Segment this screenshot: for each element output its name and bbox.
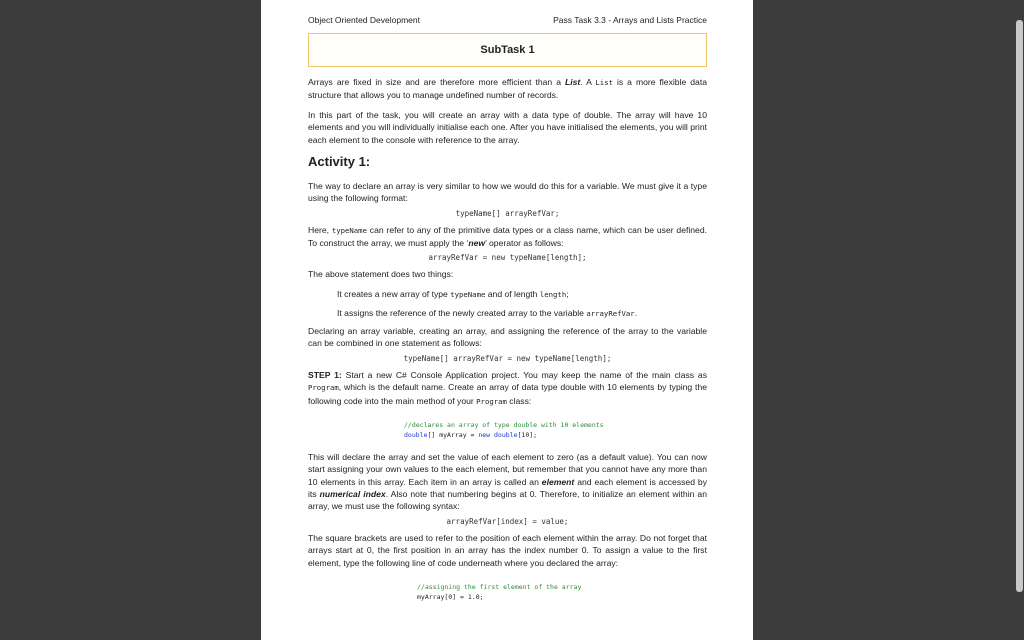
code-syntax-construct: arrayRefVar = new typeName[length]; — [428, 253, 587, 262]
scrollbar-thumb[interactable] — [1016, 20, 1023, 592]
code-block-assign-element: //assigning the first element of the array myArray[0] = 1.0; — [417, 583, 582, 601]
code-block-declare-array: //declares an array of type double with 10 elements double[] myArray = new double[10]; — [404, 421, 604, 439]
activity-paragraph-3: The above statement does two things: — [308, 269, 454, 279]
subtask-title: SubTask 1 — [480, 44, 535, 56]
intro-paragraph-2: In this part of the task, you will create an array with a data type of double. The array will have 10 elements and you will individually initialise each one. After you have initialised the elements, you will print each element to the console with reference to the array. — [308, 110, 707, 145]
intro-paragraph-1: Arrays are fixed in size and are therefore more efficient than a List. A List is a more flexible data structure that allows you to manage undefined number of records. — [308, 77, 707, 101]
code-syntax-index-assign: arrayRefVar[index] = value; — [446, 517, 569, 526]
activity-paragraph-2: Here, typeName can refer to any of the primitive data types or a class name, which can be user defined. To construct the array, we must apply the ‘new’ operator as follows: — [308, 225, 708, 249]
document-page — [261, 0, 753, 640]
activity-paragraph-6: The square brackets are used to refer to the position of each element within the array. Do not forget that arrays start at 0, the first position in an array has the index number 0. To assign a value to the first element, type the following line of code underneath where you declared the array: — [308, 533, 707, 568]
subtask-box — [308, 33, 707, 67]
step-1-paragraph: STEP 1: Start a new C# Console Application project. You may keep the name of the main class as Program, which is the default name. Create an array of data type double with 10 elements by typing the following code into the main method of your Program class: — [308, 370, 707, 406]
code-syntax-combined: typeName[] arrayRefVar = new typeName[length]; — [403, 354, 612, 363]
statement-effect-1: It creates a new array of type typeName and of length length; — [337, 289, 569, 299]
activity-heading: Activity 1: — [308, 154, 371, 169]
header-course-title: Object Oriented Development — [308, 15, 420, 25]
statement-effect-2: It assigns the reference of the newly created array to the variable arrayRefVar. — [337, 308, 638, 318]
activity-paragraph-1: The way to declare an array is very similar to how we would do this for a variable. We must give it a type using the following format: — [308, 181, 707, 204]
activity-paragraph-4: Declaring an array variable, creating an array, and assigning the reference of the array to the variable can be combined in one statement as follows: — [308, 326, 707, 349]
activity-paragraph-5: This will declare the array and set the value of each element to zero (as a default value). You can now start assigning your own values to the each element, but remember that you cannot have any more than 10 elements in this array. Each item in an array is called an element and each element is accessed by its numerical index. Also note that numbering begins at 0. Therefore, to initialize an element within an array, we must use the following syntax: — [308, 452, 707, 512]
header-task-title: Pass Task 3.3 - Arrays and Lists Practice — [553, 15, 707, 25]
code-syntax-declare: typeName[] arrayRefVar; — [455, 209, 560, 218]
